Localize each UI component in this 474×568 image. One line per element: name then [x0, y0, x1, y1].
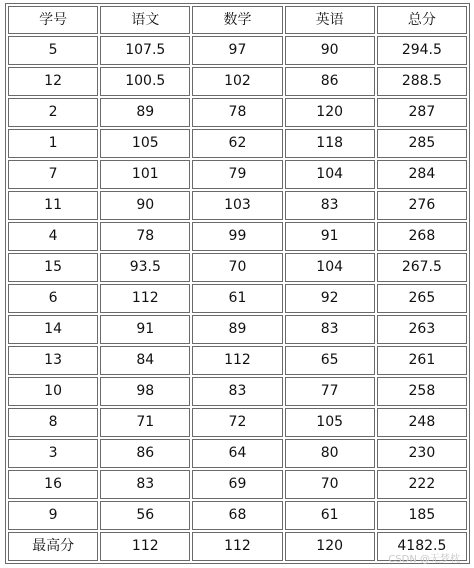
- table-row: [8, 191, 467, 220]
- cell-chinese: 100.5: [100, 67, 190, 96]
- cell-chinese: 112: [100, 532, 190, 561]
- cell-student-id: 15: [8, 253, 98, 282]
- cell-math: 89: [192, 315, 282, 344]
- cell-english: 104: [285, 253, 375, 282]
- max-score-row: [8, 532, 467, 561]
- cell-math: 68: [192, 501, 282, 530]
- table-row: [8, 408, 467, 437]
- cell-math: 103: [192, 191, 282, 220]
- cell-english: 105: [285, 408, 375, 437]
- table-row: [8, 253, 467, 282]
- cell-total: 265: [377, 284, 467, 313]
- header-student-id: 学号: [8, 6, 98, 34]
- cell-chinese: 91: [100, 315, 190, 344]
- cell-student-id: 14: [8, 315, 98, 344]
- cell-total: 261: [377, 346, 467, 375]
- watermark: CSDN @无梦枕: [388, 554, 460, 565]
- cell-chinese: 83: [100, 470, 190, 499]
- cell-math: 102: [192, 67, 282, 96]
- cell-chinese: 107.5: [100, 36, 190, 65]
- cell-english: 120: [285, 532, 375, 561]
- header-english: 英语: [285, 6, 375, 34]
- cell-english: 77: [285, 377, 375, 406]
- cell-chinese: 71: [100, 408, 190, 437]
- cell-chinese: 89: [100, 98, 190, 127]
- cell-total: 285: [377, 129, 467, 158]
- cell-english: 80: [285, 439, 375, 468]
- cell-english: 118: [285, 129, 375, 158]
- table-row: [8, 98, 467, 127]
- table-row: [8, 346, 467, 375]
- cell-english: 70: [285, 470, 375, 499]
- cell-chinese: 101: [100, 160, 190, 189]
- cell-english: 90: [285, 36, 375, 65]
- cell-chinese: 93.5: [100, 253, 190, 282]
- cell-student-id: 2: [8, 98, 98, 127]
- cell-math: 64: [192, 439, 282, 468]
- cell-chinese: 98: [100, 377, 190, 406]
- cell-math: 70: [192, 253, 282, 282]
- cell-chinese: 56: [100, 501, 190, 530]
- header-total: 总分: [377, 6, 467, 34]
- table-row: [8, 129, 467, 158]
- cell-english: 91: [285, 222, 375, 251]
- cell-math: 97: [192, 36, 282, 65]
- cell-total: 4182.5: [377, 532, 467, 561]
- header-math: 数学: [192, 6, 282, 34]
- cell-student-id: 6: [8, 284, 98, 313]
- cell-math: 79: [192, 160, 282, 189]
- cell-total: 185: [377, 501, 467, 530]
- cell-english: 65: [285, 346, 375, 375]
- cell-english: 104: [285, 160, 375, 189]
- cell-math: 72: [192, 408, 282, 437]
- cell-student-id: 10: [8, 377, 98, 406]
- cell-chinese: 90: [100, 191, 190, 220]
- cell-english: 83: [285, 315, 375, 344]
- table-body: [8, 36, 467, 561]
- cell-total: 267.5: [377, 253, 467, 282]
- cell-student-id: 13: [8, 346, 98, 375]
- cell-total: 248: [377, 408, 467, 437]
- table-row: [8, 315, 467, 344]
- cell-student-id: 3: [8, 439, 98, 468]
- cell-student-id: 5: [8, 36, 98, 65]
- cell-total: 294.5: [377, 36, 467, 65]
- cell-student-id: 12: [8, 67, 98, 96]
- score-table: [5, 3, 470, 564]
- table-row: [8, 222, 467, 251]
- cell-english: 61: [285, 501, 375, 530]
- cell-student-id: 最高分: [8, 532, 98, 561]
- cell-chinese: 78: [100, 222, 190, 251]
- cell-english: 120: [285, 98, 375, 127]
- cell-total: 276: [377, 191, 467, 220]
- cell-student-id: 9: [8, 501, 98, 530]
- cell-english: 83: [285, 191, 375, 220]
- cell-student-id: 11: [8, 191, 98, 220]
- table-row: [8, 439, 467, 468]
- cell-total: 263: [377, 315, 467, 344]
- cell-math: 69: [192, 470, 282, 499]
- table-row: [8, 36, 467, 65]
- cell-student-id: 4: [8, 222, 98, 251]
- cell-math: 62: [192, 129, 282, 158]
- cell-total: 268: [377, 222, 467, 251]
- cell-math: 112: [192, 346, 282, 375]
- cell-english: 92: [285, 284, 375, 313]
- cell-chinese: 112: [100, 284, 190, 313]
- cell-total: 258: [377, 377, 467, 406]
- table-row: [8, 470, 467, 499]
- table-row: [8, 67, 467, 96]
- cell-student-id: 8: [8, 408, 98, 437]
- table-row: [8, 284, 467, 313]
- cell-math: 61: [192, 284, 282, 313]
- header-chinese: 语文: [100, 6, 190, 34]
- table-row: [8, 377, 467, 406]
- cell-total: 230: [377, 439, 467, 468]
- cell-total: 288.5: [377, 67, 467, 96]
- cell-chinese: 105: [100, 129, 190, 158]
- cell-student-id: 1: [8, 129, 98, 158]
- cell-chinese: 84: [100, 346, 190, 375]
- cell-chinese: 86: [100, 439, 190, 468]
- cell-total: 287: [377, 98, 467, 127]
- cell-english: 86: [285, 67, 375, 96]
- cell-math: 112: [192, 532, 282, 561]
- table-row: [8, 501, 467, 530]
- cell-math: 83: [192, 377, 282, 406]
- cell-student-id: 16: [8, 470, 98, 499]
- cell-total: 284: [377, 160, 467, 189]
- cell-math: 78: [192, 98, 282, 127]
- cell-total: 222: [377, 470, 467, 499]
- cell-student-id: 7: [8, 160, 98, 189]
- table-header-row: [8, 6, 467, 34]
- table-row: [8, 160, 467, 189]
- cell-math: 99: [192, 222, 282, 251]
